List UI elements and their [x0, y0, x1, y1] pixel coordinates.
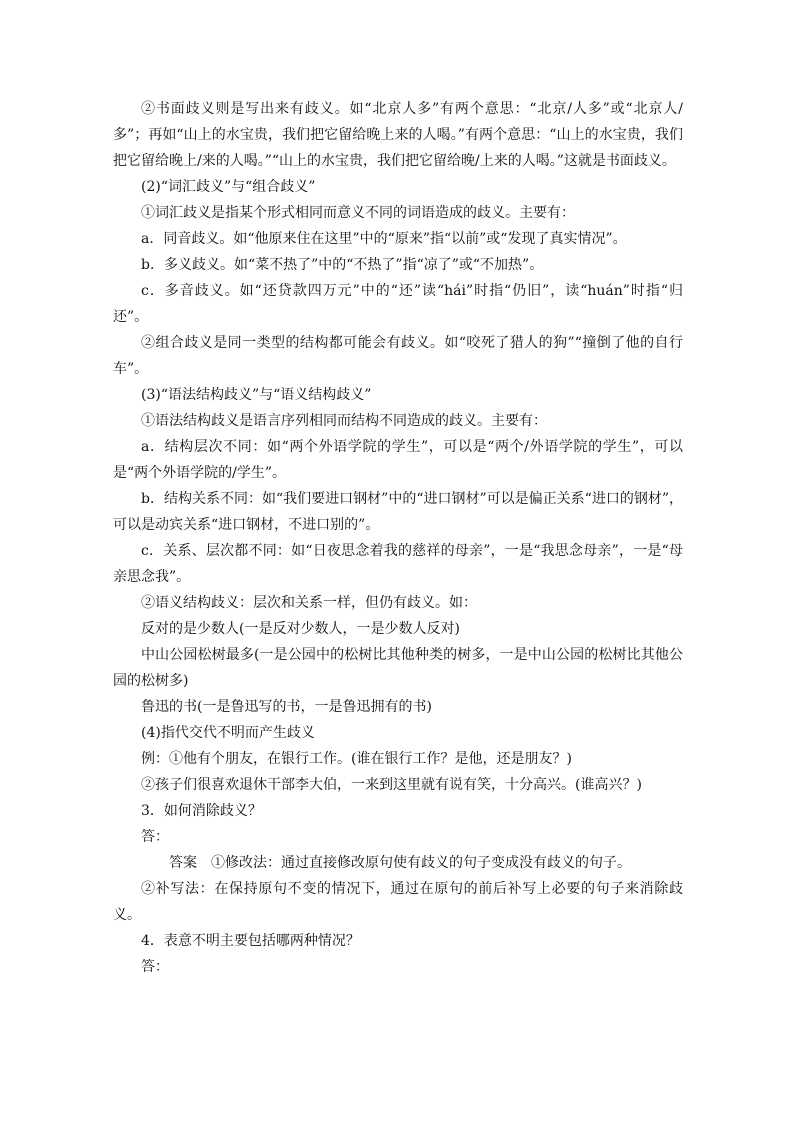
paragraph-combination-ambiguity: ②组合歧义是同一类型的结构都可能会有歧义。如“咬死了猎人的狗”“撞倒了他的自行车”。: [113, 335, 683, 377]
example-children-happy: ②孩子们很喜欢退休干部李大伯，一来到这里就有说有笑，十分高兴。(谁高兴？): [141, 777, 642, 793]
document-body: [113, 96, 683, 980]
answer-revision-method: [113, 850, 683, 876]
answer-supplement-method: ②补写法：在保持原句不变的情况下，通过在原句的前后补写上必要的句子来消除歧义。: [113, 881, 683, 923]
answer-revision-text: ①修改法：通过直接修改原句使有歧义的句子变成没有歧义的句子。: [211, 855, 631, 871]
answer-prompt-3: 答：: [141, 829, 169, 845]
item-structure-relation: b．结构关系不同：如“我们要进口钢材”中的“进口钢材”可以是偏正关系“进口的钢材”，可以是动宾关系“进口钢材，不进口别的”。: [113, 491, 683, 533]
item-polyphone-ambiguity: c．多音歧义。如“还贷款四万元”中的“还”读“hái”时指“仍旧”，读“huán”时指“归还”。: [113, 283, 683, 325]
item-relation-and-level: c．关系、层次都不同：如“日夜思念着我的慈祥的母亲”，一是“我思念母亲”，一是“母亲思念我”。: [113, 543, 683, 585]
example-friend-bank: 例：①他有个朋友，在银行工作。(谁在银行工作？是他，还是朋友？): [141, 751, 572, 767]
item-structure-level: a．结构层次不同：如“两个外语学院的学生”，可以是“两个/外语学院的学生”，可以是“两个外语学院的/学生”。: [113, 439, 683, 481]
paragraph-written-ambiguity: ②书面歧义则是写出来有歧义。如“北京人多”有两个意思：“北京/人多”或“北京人/多”；再如“山上的水宝贵，我们把它留给晚上来的人喝。”有两个意思：“山上的水宝贵，我们把它留给晚上/来的人喝。”“山上的水宝贵，我们把它留给晚/上来的人喝。”这就是书面歧义。: [113, 101, 683, 169]
paragraph-semantic-structure-ambiguity: ②语义结构歧义：层次和关系一样，但仍有歧义。如：: [141, 595, 477, 611]
item-polysemy-ambiguity: b．多义歧义。如“菜不热了”中的“不热了”指“凉了”或“不加热”。: [141, 257, 544, 273]
heading-pronoun-reference: (4)指代交代不明而产生歧义: [141, 725, 315, 741]
heading-lexical-vs-combination: (2)“词汇歧义”与“组合歧义”: [141, 179, 316, 195]
item-homophone-ambiguity: a．同音歧义。如“他原来住在这里”中的“原来”指“以前”或“发现了真实情况”。: [141, 231, 627, 247]
paragraph-grammar-structure-ambiguity: ①语法结构歧义是语言序列相同而结构不同造成的歧义。主要有：: [141, 413, 547, 429]
question-3: 3．如何消除歧义？: [141, 803, 262, 819]
answer-prompt-4: 答：: [141, 959, 169, 975]
question-4: 4．表意不明主要包括哪两种情况？: [141, 933, 360, 949]
heading-grammar-vs-semantic: (3)“语法结构歧义”与“语义结构歧义”: [141, 387, 372, 403]
example-luxun-books: 鲁迅的书(一是鲁迅写的书，一是鲁迅拥有的书): [141, 699, 432, 715]
example-zhongshan-park: 中山公园松树最多(一是公园中的松树比其他种类的树多，一是中山公园的松树比其他公园的松树多): [113, 647, 683, 689]
answer-label: 答案: [169, 855, 197, 871]
example-minority: 反对的是少数人(一是反对少数人，一是少数人反对): [141, 621, 460, 637]
paragraph-lexical-ambiguity: ①词汇歧义是指某个形式相同而意义不同的词语造成的歧义。主要有：: [141, 205, 575, 221]
